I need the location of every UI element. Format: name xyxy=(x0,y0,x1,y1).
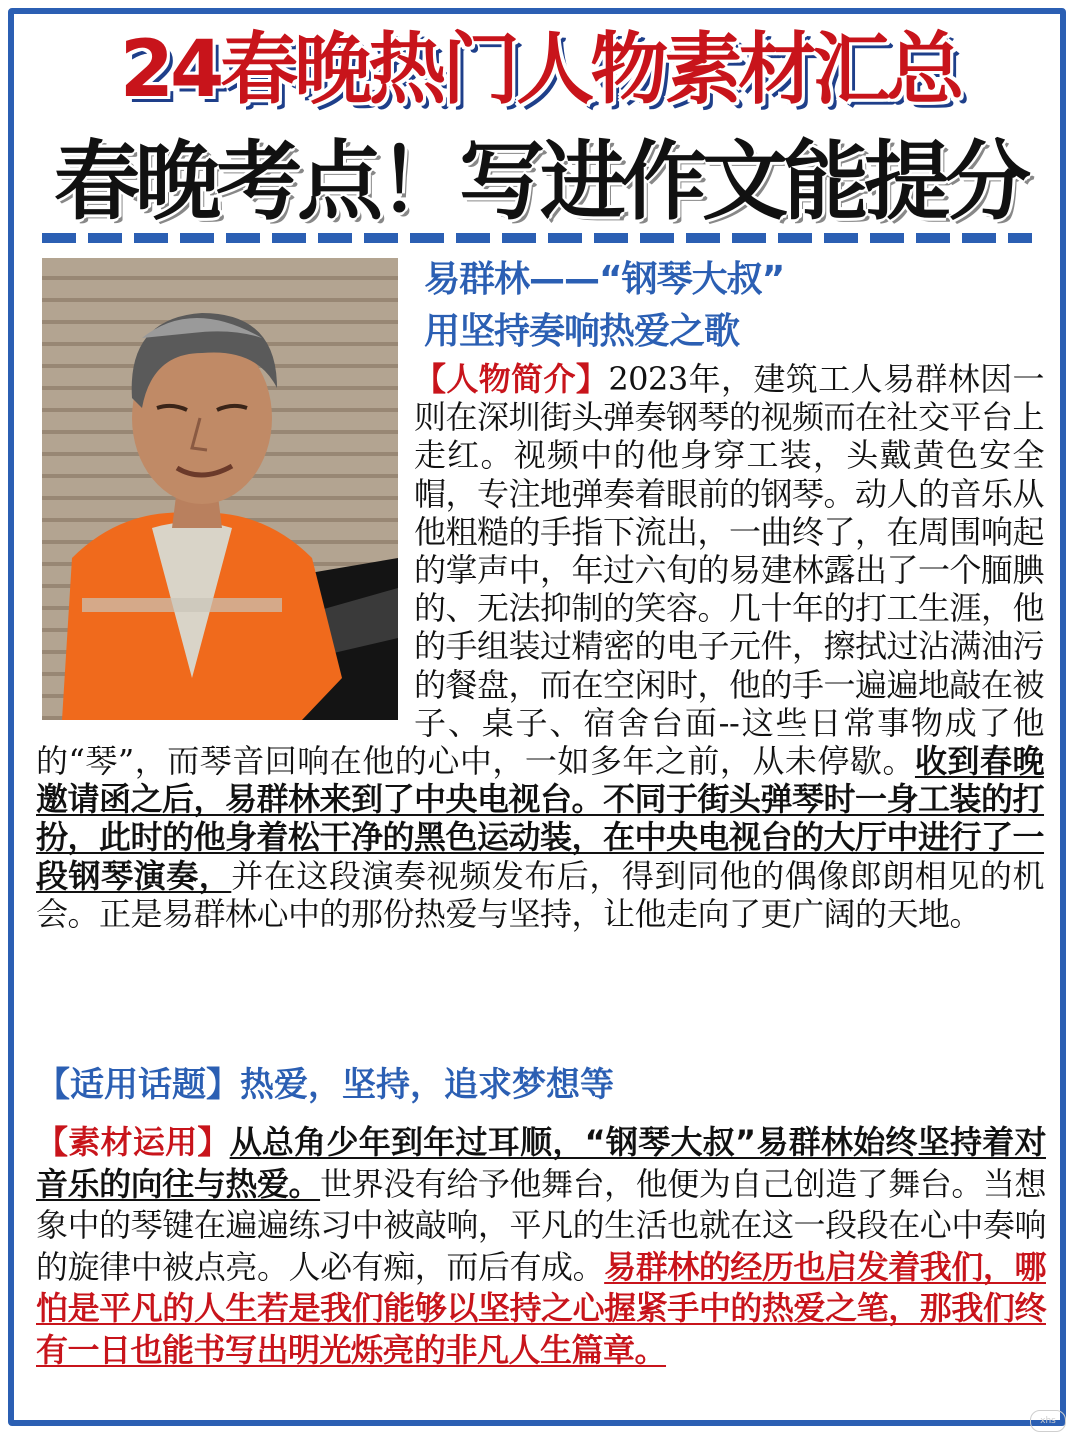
usage-tag: 【素材运用】 xyxy=(36,1123,230,1161)
topics-line: 【适用话题】热爱，坚持，追求梦想等 xyxy=(36,1065,614,1105)
intro-emphasis: 收到春晚邀请函之后，易群林来到了中央电视台。不同于街头弹琴时一身工装的打扮，此时的他身着松干净的黑色运动装，在中央电视台的大厅中进行了一段钢琴演奏， xyxy=(36,742,1045,895)
intro-text: 2023年，建筑工人易群林因一则在深圳街头弹奏钢琴的视频而在社交平台上走红。视频中的他身穿工装，头戴黄色安全帽，专注地弹奏着眼前的钢琴。动人的音乐从他粗糙的手指下流出，一曲终了，在周围响起的掌声中，年过六旬的易建林露出了一个腼腆的、无法抑制的笑容。几十年的打工生涯，他的手组装过精密的电子元件，擦拭过沾满油污的餐盘，而在空闲时，他的手一遍遍地敲在被子、桌子、宿舍台面--这些日常事物成了他的“琴”，而琴音回响在他的心中，一如多年之前，从未停歇。 xyxy=(36,360,1045,781)
usage-emphasis: 从总角少年到年过耳顺，“钢琴大叔”易群林始终坚持着对音乐的向往与热爱。 xyxy=(36,1123,1046,1203)
intro-tag: 【人物简介】 xyxy=(414,360,609,398)
usage-paragraph xyxy=(36,1122,1046,1371)
intro-ending: 并在这段演奏视频发布后，得到同他的偶像郎朗相见的机会。正是易群林心中的那份热爱与坚持，让他走向了更广阔的天地。 xyxy=(36,856,1044,933)
intro-paragraph xyxy=(36,360,1044,933)
usage-text: 世界没有给予他舞台，他便为自己创造了舞台。当想象中的琴键在遍遍练习中被敲响，平凡的生活也就在这一段段在心中奏响的旋律中被点亮。人必有痴，而后有成。 xyxy=(36,1164,1046,1286)
watermark-logo: xhs xyxy=(1030,1410,1066,1432)
person-theme-line: 用坚持奏响热爱之歌 xyxy=(424,311,740,352)
person-heading xyxy=(424,254,1054,358)
page-title: 24春晚热门人物素材汇总 xyxy=(119,25,961,115)
photo-spacer xyxy=(36,360,414,734)
page-subtitle-banner: 春晚考点！写进作文能提分 xyxy=(54,132,1026,232)
dashed-divider xyxy=(42,233,1032,243)
usage-conclusion: 易群林的经历也启发着我们，哪怕是平凡的人生若是我们能够以坚持之心握紧手中的热爱之笔，那我们终有一日也能书写出明光烁亮的非凡人生篇章。 xyxy=(36,1247,1046,1369)
person-name-line: 易群林——“钢琴大叔” xyxy=(424,259,785,300)
